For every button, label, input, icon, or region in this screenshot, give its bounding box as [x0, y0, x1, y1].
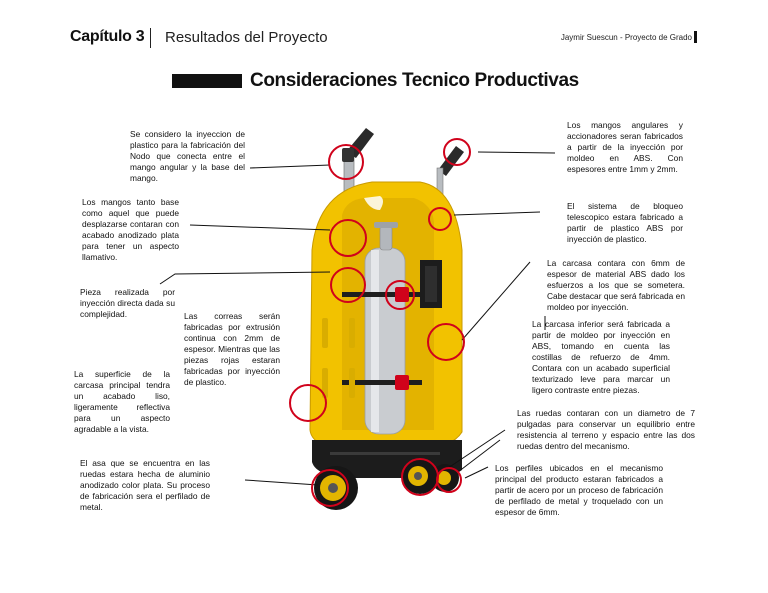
gas-cylinder — [365, 222, 405, 434]
note-correas: Las correas serán fabricadas por extrusión continua con 2mm de espesor. Mientras que las piezas rojas estaran fabricadas por inyección de plastico. — [184, 311, 280, 387]
note-inyeccion: Se considero la inyeccion de plastico para la fabricación del Nodo que conecta entre el mango angular y la base del mango. — [130, 129, 245, 183]
page-title: Consideraciones Tecnico Productivas — [250, 70, 579, 91]
note-pieza: Pieza realizada por inyección directa dada su complejidad. — [80, 287, 175, 319]
note-perfiles: Los perfiles ubicados en el mecanismo principal del producto estaran fabricados a partir de acero por un proceso de fabricación de perfilado de metal y troquelado con un espesor de 6mm. — [495, 463, 663, 517]
note-carcasa-inferior: La carcasa inferior será fabricada a partir de moldeo por inyección en ABS, tomando en cuenta las costillas de refuerzo de 4mm. Contara con un acabado superficial texturizado leve para marcar un ligero contraste entre piezas. — [532, 319, 670, 395]
note-asa: El asa que se encuentra en las ruedas estara hecha de aluminio anodizado color plata. Su proceso de fabricación sera el perfilado de metal. — [80, 458, 210, 512]
note-ruedas: Las ruedas contaran con un diametro de 7 pulgadas para conservar un equilibrio entre resistencia al terreno y espacio entre las dos ruedas dentro del mecanismo. — [517, 408, 695, 451]
note-bloqueo: El sistema de bloqueo telescopico estara fabricado a partir de plastico ABS por inyección de plastico. — [567, 201, 683, 244]
note-mangos-angulares: Los mangos angulares y accionadores seran fabricados a partir de la inyección por moldeo en ABS. Con espesores entre 1mm y 2mm. — [567, 120, 683, 174]
section-title: Resultados del Proyecto — [165, 29, 328, 46]
note-mangos-base: Los mangos tanto base como aquel que puede desplazarse contaran con acabado anodizado plata para tener un aspecto llamativo. — [82, 197, 179, 262]
chapter-label: Capítulo 3 — [70, 28, 145, 45]
author-label: Jaymir Suescun - Proyecto de Grado — [560, 33, 692, 42]
note-carcasa: La carcasa contara con 6mm de espesor de material ABS dado los esfuerzos a los que se sometera. Cabe destacar que será fabricada en moldeo por inyección. — [547, 258, 685, 312]
note-superficie: La superficie de la carcasa principal tendra un acabado liso, ligeramente reflectiva para un aspecto agradable a la vista. — [74, 369, 170, 434]
